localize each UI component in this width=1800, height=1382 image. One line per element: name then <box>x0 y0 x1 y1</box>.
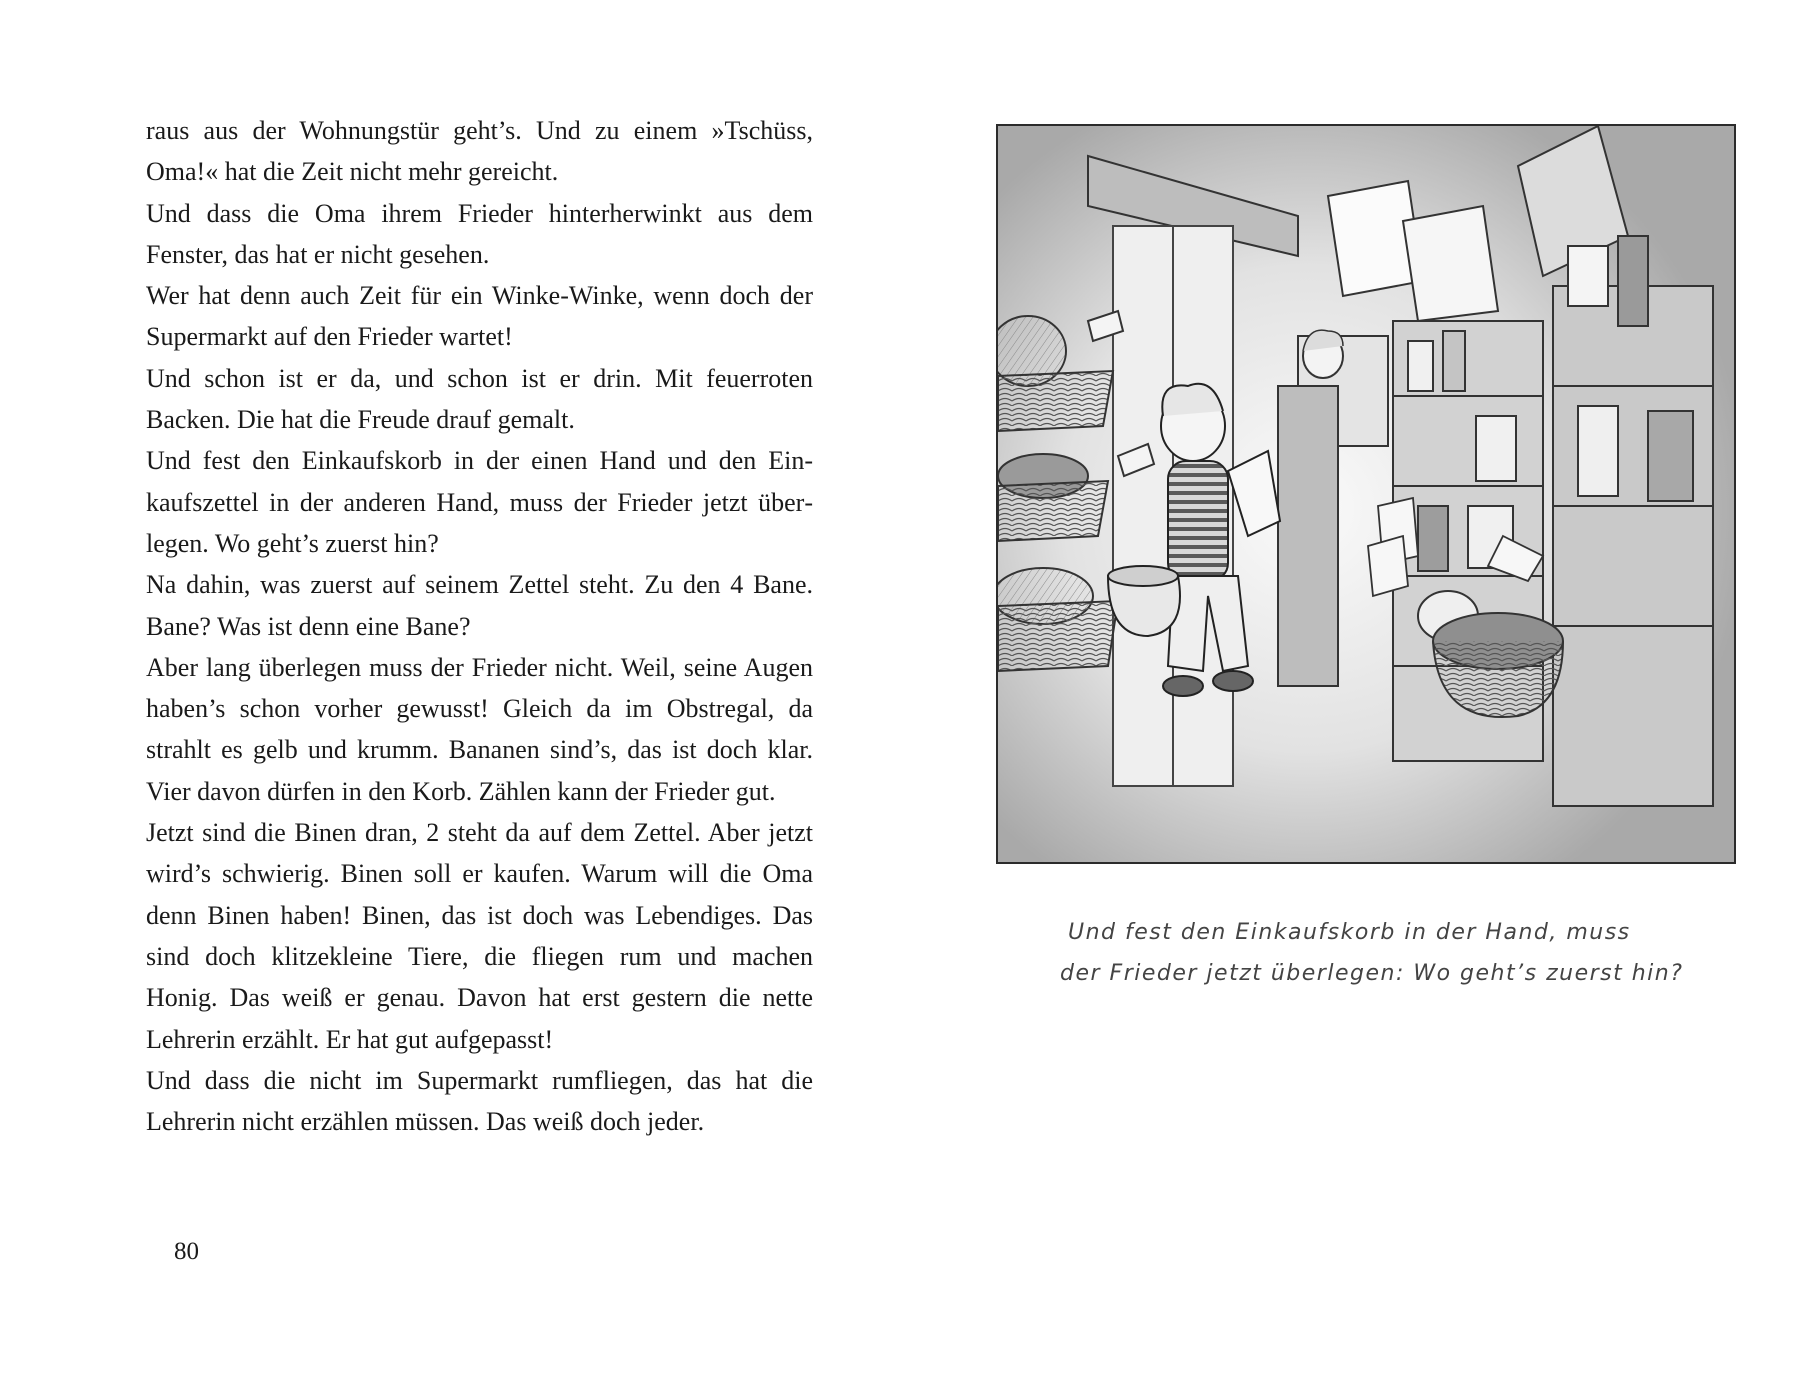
paragraph-1: raus aus der Wohnungstür geht’s. Und zu einem »Tschüss, Oma!« hat die Zeit nicht mehr gereicht. <box>146 116 813 187</box>
paragraph-7: Aber lang überlegen muss der Frieder nicht. Weil, seine Augen haben’s schon vorher gewusst! Gleich da im Obstregal, da strahlt es gelb und krumm. Bananen sind’s, das ist doch klar. Vier davon dürfen in den Korb. Zählen kann der Frieder gut. <box>146 652 813 806</box>
paragraph-9: Und dass die nicht im Supermarkt rumfliegen, das hat die Lehrerin nicht erzählen müssen. Das weiß doch jeder. <box>146 1065 813 1137</box>
paragraph-4: Und schon ist er da, und schon ist er drin. Mit feuerroten Backen. Die hat die Freude drauf gemalt. <box>146 363 813 435</box>
illustration-caption <box>1060 912 1684 994</box>
illustration-drawing <box>998 126 1734 862</box>
paragraph-3: Wer hat denn auch Zeit für ein Winke-Winke, wenn doch der Supermarkt auf den Frieder wartet! <box>146 281 813 352</box>
paragraph-8: Jetzt sind die Binen dran, 2 steht da auf dem Zettel. Aber jetzt wird’s schwierig. Binen soll er kaufen. Warum will die Oma denn Binen haben! Binen, das ist doch was Lebendiges. Das sind doch klitzekleine Tiere, die fliegen rum und machen Honig. Das weiß er genau. Davon hat erst gestern die nette Lehrerin erzählt. Er hat gut aufgepasst! <box>146 818 813 1054</box>
left-page-text <box>146 110 813 1142</box>
paragraph-2: Und dass die Oma ihrem Frieder hinterherwinkt aus dem Fenster, das hat er nicht gesehen. <box>146 198 813 269</box>
caption-line-2: der Frieder jetzt überlegen: Wo geht’s zuerst hin? <box>1060 961 1684 986</box>
caption-line-1: Und fest den Einkaufskorb in der Hand, muss <box>1068 920 1631 945</box>
paragraph-6: Na dahin, was zuerst auf seinem Zettel steht. Zu den 4 Bane. Bane? Was ist denn eine Bane? <box>146 570 813 641</box>
supermarket-illustration <box>996 124 1736 864</box>
paragraph-5: Und fest den Einkaufskorb in der einen Hand und den Einkaufszettel in der anderen Hand, muss der Frieder jetzt überlegen. Wo geht’s zuerst hin? <box>146 446 813 558</box>
page-number: 80 <box>174 1238 199 1265</box>
